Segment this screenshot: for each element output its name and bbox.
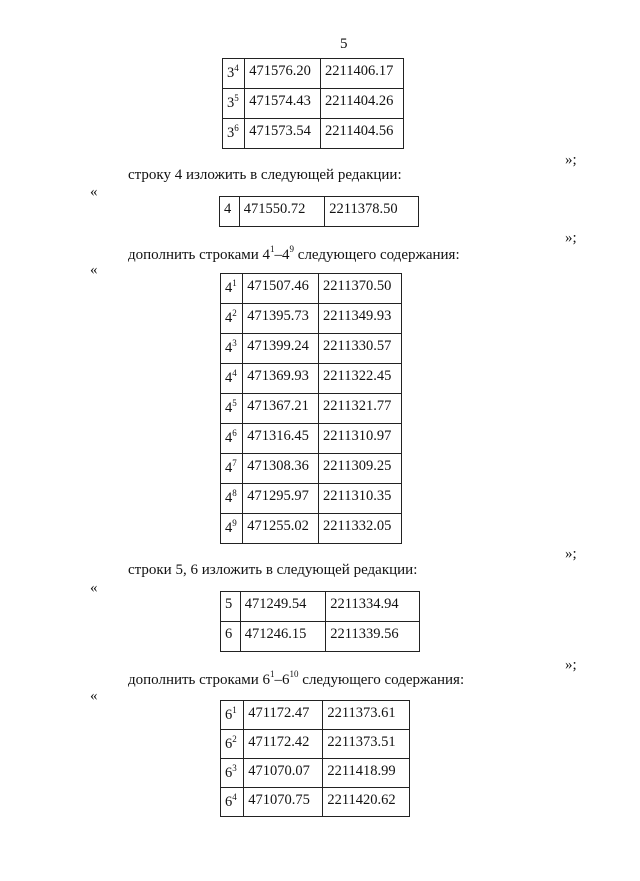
point-index: 2 xyxy=(232,734,237,744)
closing-quote: »; xyxy=(565,657,577,673)
table-row xyxy=(221,730,410,759)
point-number: $4^6$ xyxy=(221,424,243,454)
table-row xyxy=(220,197,419,227)
point-index: 5 xyxy=(232,398,237,408)
point-index: 7 xyxy=(232,458,237,468)
point-index: 9 xyxy=(232,518,237,528)
closing-quote: »; xyxy=(565,230,577,246)
coord-y: 2211373.61 xyxy=(323,701,410,730)
table-row xyxy=(221,788,410,817)
opening-quote: « xyxy=(90,184,98,200)
table-row xyxy=(221,514,402,544)
point-number: $3^4$ xyxy=(223,59,245,89)
coord-x: 471507.46 xyxy=(243,274,319,304)
coords-table-b xyxy=(219,196,419,227)
point-index: 2 xyxy=(232,308,237,318)
coord-y: 2211404.56 xyxy=(321,119,404,149)
point-number: 6 xyxy=(221,622,241,652)
table-row xyxy=(221,592,420,622)
coord-x: 471070.07 xyxy=(244,759,323,788)
closing-quote: »; xyxy=(565,152,577,168)
point-number: $3^6$ xyxy=(223,119,245,149)
point-number: $3^5$ xyxy=(223,89,245,119)
point-number: $4^5$ xyxy=(221,394,243,424)
coord-x: 471316.45 xyxy=(243,424,319,454)
coord-y: 2211322.45 xyxy=(319,364,402,394)
point-index: 1 xyxy=(232,278,237,288)
point-index: 4 xyxy=(232,368,237,378)
point-number: $4^4$ xyxy=(221,364,243,394)
coord-y: 2211349.93 xyxy=(319,304,402,334)
coord-x: 471395.73 xyxy=(243,304,319,334)
instruction-text: строку 4 изложить в следующей редакции: xyxy=(128,167,402,183)
table-row xyxy=(221,304,402,334)
coord-x: 471295.97 xyxy=(243,484,319,514)
coord-y: 2211370.50 xyxy=(319,274,402,304)
coords-table-e xyxy=(220,700,410,817)
coord-x: 471172.47 xyxy=(244,701,323,730)
coord-y: 2211420.62 xyxy=(323,788,410,817)
point-number: $4^8$ xyxy=(221,484,243,514)
point-index: 1 xyxy=(232,705,237,715)
coord-y: 2211332.05 xyxy=(319,514,402,544)
table-row xyxy=(221,424,402,454)
instruction-text: дополнить строками $6^1-6^{10}$ следующего содержания: xyxy=(128,669,465,688)
point-index: 4 xyxy=(234,63,239,73)
coord-x: 471369.93 xyxy=(243,364,319,394)
coord-x: 471246.15 xyxy=(240,622,326,652)
table-row xyxy=(221,364,402,394)
coord-y: 2211373.51 xyxy=(323,730,410,759)
coord-y: 2211418.99 xyxy=(323,759,410,788)
coord-y: 2211330.57 xyxy=(319,334,402,364)
point-number: $4^2$ xyxy=(221,304,243,334)
table-row xyxy=(221,759,410,788)
point-number: 4 xyxy=(220,197,240,227)
coord-x: 471308.36 xyxy=(243,454,319,484)
closing-quote: »; xyxy=(565,546,577,562)
table-row xyxy=(221,622,420,652)
coord-x: 471574.43 xyxy=(245,89,321,119)
instruction-text: дополнить строками $4^1-4^9$ следующего содержания: xyxy=(128,244,460,263)
coord-y: 2211378.50 xyxy=(325,197,419,227)
table-row xyxy=(223,89,404,119)
instruction-text: строки 5, 6 изложить в следующей редакции: xyxy=(128,562,418,578)
point-number: $4^7$ xyxy=(221,454,243,484)
table-row xyxy=(221,394,402,424)
point-number: 5 xyxy=(221,592,241,622)
coord-y: 2211406.17 xyxy=(321,59,404,89)
coords-table-d xyxy=(220,591,420,652)
point-index: 8 xyxy=(232,488,237,498)
coords-table-a xyxy=(222,58,404,149)
table-row xyxy=(221,484,402,514)
point-index: 3 xyxy=(232,763,237,773)
coord-y: 2211310.35 xyxy=(319,484,402,514)
point-number: $6^2$ xyxy=(221,730,244,759)
coord-y: 2211309.25 xyxy=(319,454,402,484)
point-index: 3 xyxy=(232,338,237,348)
opening-quote: « xyxy=(90,262,98,278)
coord-x: 471399.24 xyxy=(243,334,319,364)
coord-y: 2211310.97 xyxy=(319,424,402,454)
coord-x: 471249.54 xyxy=(240,592,326,622)
point-index: 4 xyxy=(232,792,237,802)
coord-y: 2211339.56 xyxy=(326,622,420,652)
table-row xyxy=(223,119,404,149)
table-row xyxy=(221,701,410,730)
point-index: 6 xyxy=(234,123,239,133)
point-index: 5 xyxy=(234,93,239,103)
table-row xyxy=(223,59,404,89)
coord-x: 471576.20 xyxy=(245,59,321,89)
coord-x: 471255.02 xyxy=(243,514,319,544)
point-number: $6^3$ xyxy=(221,759,244,788)
point-number: $4^9$ xyxy=(221,514,243,544)
coord-x: 471367.21 xyxy=(243,394,319,424)
coord-y: 2211334.94 xyxy=(326,592,420,622)
table-row xyxy=(221,454,402,484)
coord-x: 471573.54 xyxy=(245,119,321,149)
page-number: 5 xyxy=(340,36,348,52)
opening-quote: « xyxy=(90,688,98,704)
point-index: 6 xyxy=(232,428,237,438)
coord-x: 471172.42 xyxy=(244,730,323,759)
opening-quote: « xyxy=(90,580,98,596)
coord-y: 2211404.26 xyxy=(321,89,404,119)
coords-table-c xyxy=(220,273,402,544)
point-number: $6^4$ xyxy=(221,788,244,817)
coord-y: 2211321.77 xyxy=(319,394,402,424)
point-number: $4^1$ xyxy=(221,274,243,304)
point-number: $6^1$ xyxy=(221,701,244,730)
coord-x: 471070.75 xyxy=(244,788,323,817)
coord-x: 471550.72 xyxy=(239,197,325,227)
table-row xyxy=(221,274,402,304)
table-row xyxy=(221,334,402,364)
point-number: $4^3$ xyxy=(221,334,243,364)
